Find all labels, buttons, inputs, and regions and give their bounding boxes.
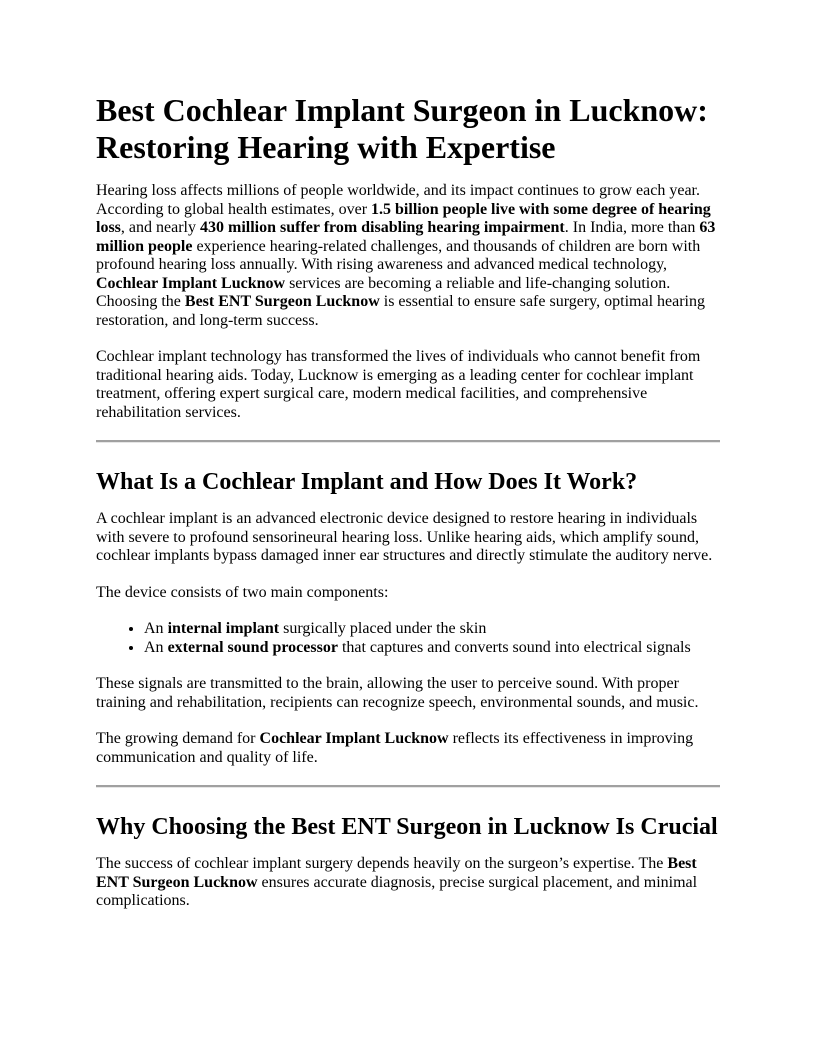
section-divider xyxy=(96,785,720,788)
section2-paragraph-1 xyxy=(96,855,720,911)
page-title: Best Cochlear Implant Surgeon in Lucknow: Restoring Hearing with Expertise xyxy=(96,92,708,165)
text-span: that captures and converts sound into electrical signals xyxy=(337,638,691,656)
bold-span: 430 million suffer from disabling hearing impairment xyxy=(199,219,565,236)
text-span: Hearing loss affects millions of people worldwide, and its impact continues to grow each year. According to global health estimates, over xyxy=(96,182,700,218)
bold-span: 1.5 billion people live with some degree of hearing loss xyxy=(96,200,711,236)
section-divider xyxy=(96,440,720,443)
section1-paragraph-1: A cochlear implant is an advanced electronic device designed to restore hearing in individuals with severe to profound sensorineural hearing loss. Unlike hearing aids, which amplify sound, cochlear implants bypass damaged inner ear structures and directly stimulate the auditory nerve. xyxy=(96,510,713,564)
text-span: . In India, more than xyxy=(564,219,700,236)
section1-paragraph-3: These signals are transmitted to the brain, allowing the user to perceive sound. With proper training and rehabilitation, recipients can recognize speech, environmental sounds, and music. xyxy=(96,675,699,711)
text-span: reflects its effectiveness in improving communication and quality of life. xyxy=(96,730,694,766)
bold-span: 63 million people xyxy=(96,219,716,255)
text-span: , and nearly xyxy=(120,219,200,236)
text-span: An xyxy=(144,620,168,637)
bold-span: external sound processor xyxy=(167,638,338,656)
section-heading-ent-surgeon: Why Choosing the Best ENT Surgeon in Lucknow Is Crucial xyxy=(96,814,718,840)
section1-paragraph-4 xyxy=(96,730,720,767)
document-page xyxy=(96,92,720,929)
section-heading-cochlear-implant: What Is a Cochlear Implant and How Does It Work? xyxy=(96,469,638,495)
bold-span: Best ENT Surgeon Lucknow xyxy=(184,293,380,310)
bold-span: Cochlear Implant Lucknow xyxy=(259,730,449,747)
list-item xyxy=(144,620,720,639)
text-span: The growing demand for xyxy=(96,730,260,747)
text-span: surgically placed under the skin xyxy=(279,620,487,637)
list-item xyxy=(144,639,720,658)
components-list xyxy=(96,620,720,657)
text-span: is essential to ensure safe surgery, optimal hearing restoration, and long-term success. xyxy=(96,293,705,329)
text-span: experience hearing-related challenges, and thousands of children are born with profound hearing loss annually. With rising awareness and advanced medical technology, xyxy=(96,237,701,273)
text-span: ensures accurate diagnosis, precise surgical placement, and minimal complications. xyxy=(96,873,698,909)
text-span: services are becoming a reliable and life-changing solution. Choosing the xyxy=(96,274,671,310)
section1-paragraph-2: The device consists of two main components: xyxy=(96,583,389,601)
bold-span: Best ENT Surgeon Lucknow xyxy=(96,855,697,891)
intro-paragraph-2: Cochlear implant technology has transformed the lives of individuals who cannot benefit from traditional hearing aids. Today, Lucknow is emerging as a leading center for cochlear implant treatment, offering expert surgical care, modern medical facilities, and comprehensive rehabilitation services. xyxy=(96,348,701,421)
text-span: The success of cochlear implant surgery depends heavily on the surgeon’s expertise. The xyxy=(96,855,668,872)
text-span: An xyxy=(144,638,168,656)
bold-span: internal implant xyxy=(167,620,280,637)
intro-paragraph-1 xyxy=(96,182,720,330)
bold-span: Cochlear Implant Lucknow xyxy=(96,274,286,292)
